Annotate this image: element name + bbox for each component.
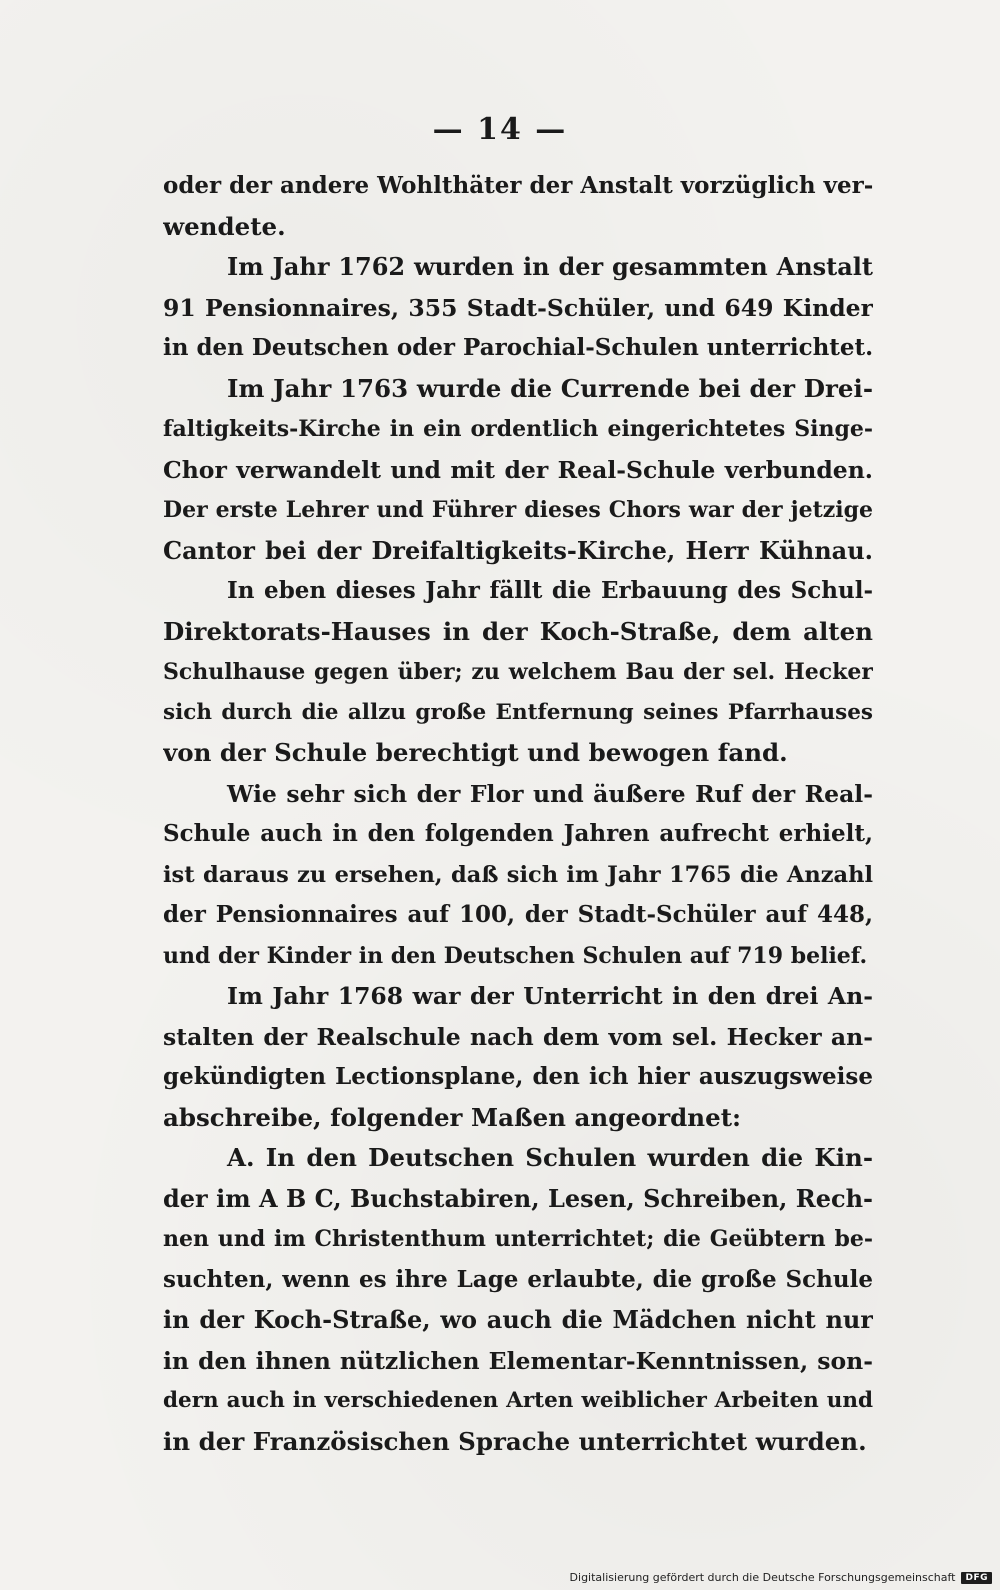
page-number: — 14 —: [432, 112, 568, 147]
text-line: In eben dieses Jahr fällt die Erbauung des Schul-: [227, 577, 873, 604]
text-line: wendete.: [163, 211, 286, 241]
text-line: in der Französischen Sprache unterrichtet wurden.: [163, 1426, 867, 1456]
text-line: faltigkeits-Kirche in ein ordentlich eingerichtetes Singe-: [163, 416, 873, 442]
text-line: der im A B C, Buchstabiren, Lesen, Schreiben, Rech-: [163, 1183, 873, 1213]
text-line: 91 Pensionnaires, 355 Stadt-Schüler, und 649 Kinder: [163, 293, 873, 322]
text-line: Direktorats-Hauses in der Koch-Straße, dem alten: [163, 616, 873, 646]
text-line: stalten der Realschule nach dem vom sel. Hecker an-: [163, 1022, 873, 1051]
text-line: ist daraus zu ersehen, daß sich im Jahr 1765 die Anzahl: [163, 861, 873, 888]
text-line: Schulhause gegen über; zu welchem Bau der sel. Hecker: [163, 659, 873, 685]
text-line: Chor verwandelt und mit der Real-Schule verbunden.: [163, 455, 873, 484]
text-line: gekündigten Lectionsplane, den ich hier auszugsweise: [163, 1063, 873, 1090]
text-line: Der erste Lehrer und Führer dieses Chors war der jetzige: [163, 497, 873, 523]
text-line: nen und im Christenthum unterrichtet; die Geübtern be-: [163, 1226, 873, 1252]
text-line: Cantor bei der Dreifaltigkeits-Kirche, Herr Kühnau.: [163, 535, 873, 565]
text-line: Im Jahr 1763 wurde die Currende bei der Drei-: [227, 373, 873, 403]
text-line: Schule auch in den folgenden Jahren aufrecht erhielt,: [163, 820, 873, 847]
text-line: oder der andere Wohlthäter der Anstalt vorzüglich ver-: [163, 172, 873, 199]
digitization-credit: [570, 1571, 992, 1584]
dfg-logo: DFG: [961, 1572, 992, 1584]
text-line: dern auch in verschiedenen Arten weiblicher Arbeiten und: [163, 1388, 873, 1413]
digitization-credit-text: Digitalisierung gefördert durch die Deutsche Forschungsgemeinschaft: [569, 1571, 956, 1584]
text-line: in den ihnen nützlichen Elementar-Kenntnissen, son-: [163, 1346, 873, 1375]
text-line: sich durch die allzu große Entfernung seines Pfarrhauses: [163, 699, 873, 725]
text-line: suchten, wenn es ihre Lage erlaubte, die große Schule: [163, 1265, 873, 1293]
text-line: A. In den Deutschen Schulen wurden die Kin-: [227, 1143, 873, 1172]
text-line: und der Kinder in den Deutschen Schulen auf 719 belief.: [163, 942, 868, 969]
text-line: abschreibe, folgender Maßen angeordnet:: [163, 1102, 742, 1132]
text-line: der Pensionnaires auf 100, der Stadt-Schüler auf 448,: [163, 901, 873, 928]
text-line: in den Deutschen oder Parochial-Schulen unterrichtet.: [163, 334, 873, 361]
text-line: von der Schule berechtigt und bewogen fand.: [163, 738, 788, 767]
body-text: [163, 166, 873, 1462]
text-line: in der Koch-Straße, wo auch die Mädchen nicht nur: [163, 1305, 873, 1334]
text-line: Im Jahr 1768 war der Unterricht in den drei An-: [227, 982, 873, 1010]
text-line: Im Jahr 1762 wurden in der gesammten Anstalt: [227, 252, 873, 281]
text-line: Wie sehr sich der Flor und äußere Ruf der Real-: [227, 779, 873, 808]
